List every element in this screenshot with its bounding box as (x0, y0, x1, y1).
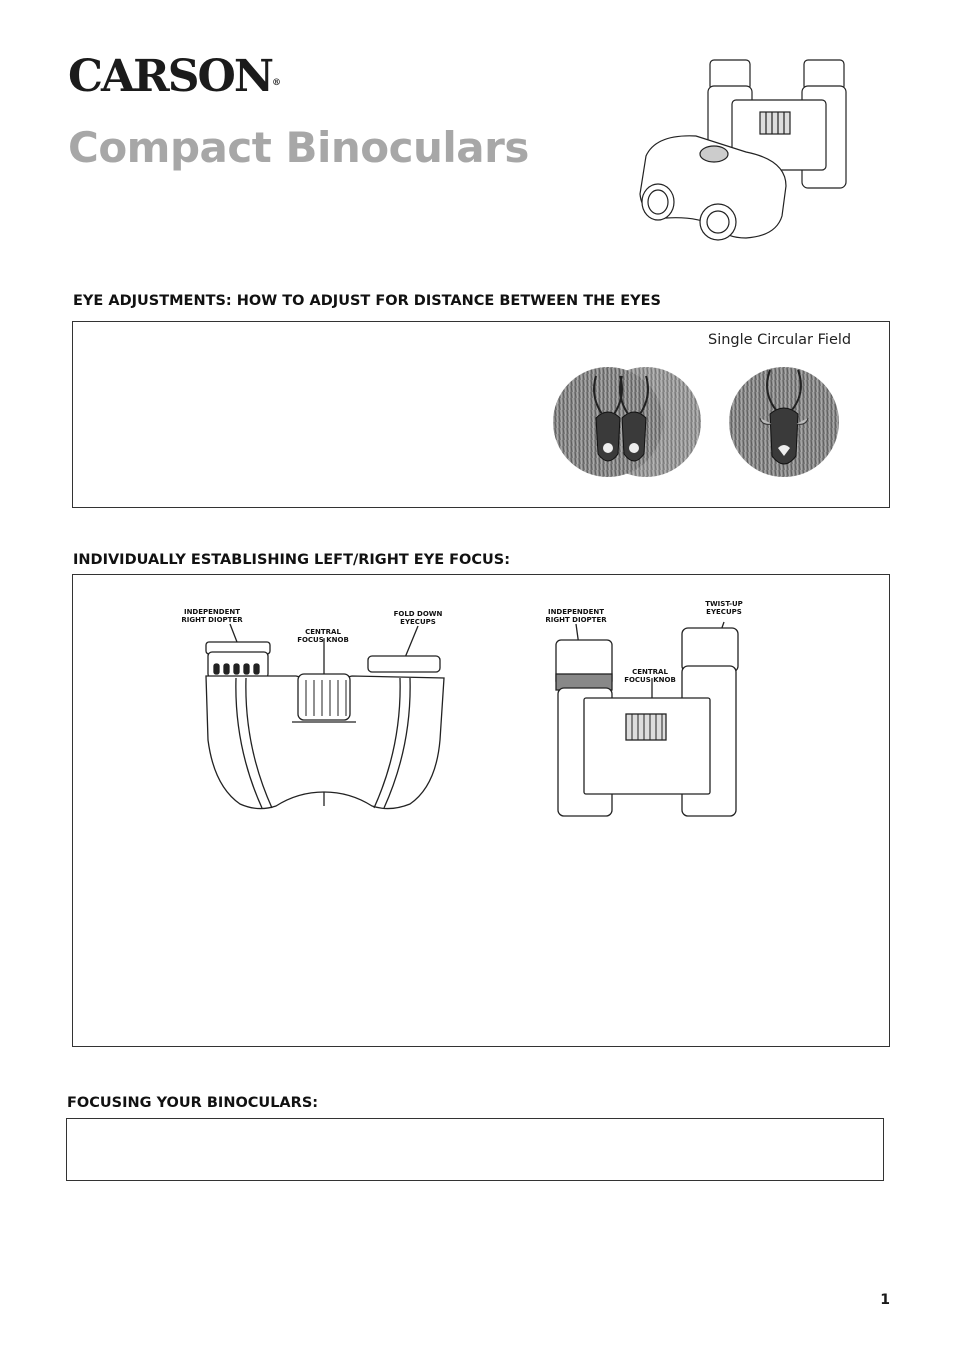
section-heading-eye-adjustments: EYE ADJUSTMENTS: HOW TO ADJUST FOR DISTANCE BETWEEN THE EYES (73, 293, 661, 309)
section-heading-eye-focus: INDIVIDUALLY ESTABLISHING LEFT/RIGHT EYE FOCUS: (73, 552, 511, 568)
label-line: EYECUPS (400, 618, 436, 626)
label-line: CENTRAL (305, 628, 341, 636)
label-line: RIGHT DIOPTER (545, 616, 607, 624)
label-line: CENTRAL (632, 668, 668, 676)
brand-name: CARSON (68, 51, 273, 102)
right-eyecups-label (696, 600, 752, 616)
double-field-image (553, 367, 701, 477)
brand-logo (68, 52, 281, 102)
roof-prism-binocular-diagram (552, 622, 744, 822)
section-heading-focusing: FOCUSING YOUR BINOCULARS: (67, 1095, 319, 1111)
label-line: FOCUS KNOB (624, 676, 676, 684)
page-title: Compact Binoculars (68, 123, 529, 172)
single-circular-field-label: Single Circular Field (708, 332, 852, 348)
compact-binocular-diagram (200, 616, 450, 816)
label-line: TWIST-UP (705, 600, 743, 608)
page-number: 1 (880, 1292, 890, 1308)
label-line: INDEPENDENT (183, 608, 241, 616)
eye-focus-box (72, 574, 890, 1047)
label-line: RIGHT DIOPTER (181, 616, 243, 624)
label-line: FOLD DOWN (393, 610, 443, 618)
label-line: INDEPENDENT (547, 608, 605, 616)
trademark-symbol: ® (272, 78, 282, 88)
field-of-view-comparison (550, 356, 860, 488)
focusing-box (66, 1118, 884, 1181)
single-field-image (729, 367, 839, 477)
label-line: EYECUPS (706, 608, 742, 616)
binoculars-illustration (636, 56, 852, 244)
label-line: FOCUS KNOB (297, 636, 349, 644)
